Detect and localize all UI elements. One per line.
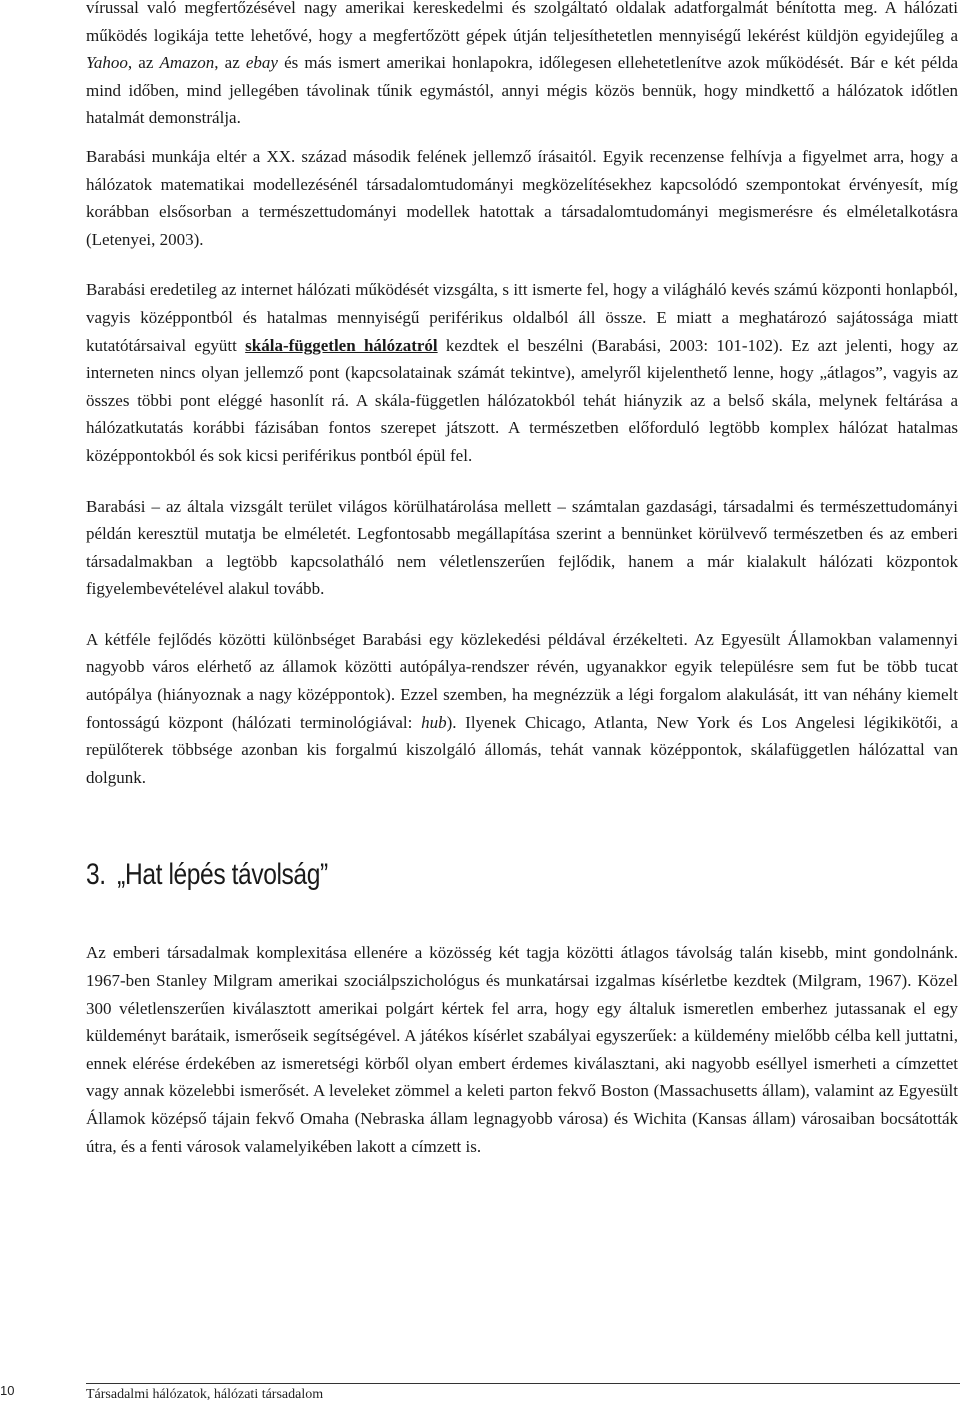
yahoo-name: Yahoo — [86, 53, 128, 73]
section-title: „Hat lépés távolság” — [117, 858, 328, 892]
paragraph-4: Barabási – az általa vizsgált terület világos körülhatárolása mellett – számtalan gazdasági, társadalmi és természettudományi példán keresztül mutatja be elméletét. Legfontosabb megállapítása szerint a bennünket körülvevő természetben és az emberi társadalmakban a legtöbb kapcsolatháló nem véletlenszerűen fejlődik, hanem a már kialakult hálózati központok figyelembevételével alakul tovább. — [86, 496, 958, 599]
paragraph-3-text: Barabási eredetileg az internet hálózati működését vizsgálta, s itt ismerte fel, hogy a világháló kevés számú központi honlapból, vagyis középpontból és hatalmas mennyiségű periférikus oldalból áll össze. E miatt a meghatározó sajátossága miatt kutatótársaival együtt — [86, 280, 958, 355]
amazon-name: Amazon — [159, 53, 215, 73]
paragraph-5-text: A kétféle fejlődés közötti különbséget Barabási egy közlekedési példával érzékelteti. Az Egyesült Államokban valamennyi nagyobb város elérhető az államok közötti autópálya-rendszer révén, ugyanakkor egyik településre sem fut be több tucat autópálya (hiányoznak a nagy középpontok). Ezzel szemben, ha megnézzük a légi forgalom alakulását, itt van néhány kiemelt fontosságú központ (hálózati terminológiával: — [86, 629, 958, 732]
paragraph-1-text-3: , az — [214, 53, 246, 73]
paragraph-2: Barabási munkája eltér a XX. század második felének jellemző írásaitól. Egyik recenzense felhívja a figyelmet arra, hogy a hálózatok matematikai modellezésénél társadalomtudományi megközelítésekhez kapcsolódó szempontokat érvényesít, míg korábban elsősorban a természettudományi modellek hatottak a társadalomtudományi megismerésre és elméletalkotásra (Letenyei, 2003). — [86, 146, 958, 249]
hub-term: hub — [421, 712, 447, 732]
section-heading — [86, 855, 801, 895]
paragraph-3-text-2: kezdtek el beszélni (Barabási, 2003: 101-102). Ez azt jelenti, hogy az interneten nincs olyan jellemző pont (kapcsolatainak számát tekintve), amelyről kijelenthető lenne, hogy „átlagos”, vagyis az összes többi pont eléggé hasonlít rá. A skála-független hálózatokból tehát hiányzik az a belső skála, melynek feltárása a hálózatkutatás korábbi fázisában fontos szerepet játszott. A természetben előforduló legtöbb komplex hálózat hatalmas középpontokból és sok kicsi periférikus pontból épül fel. — [86, 335, 958, 465]
paragraph-1-text-2: , az — [127, 53, 160, 73]
section-number: 3. — [86, 858, 106, 892]
page-footer — [0, 1381, 960, 1407]
paragraph-1-text-4: és más ismert amerikai honlapokra, időlegesen ellehetetlenítve azok működését. Bár e két példa mind időben, mind jellegében távolinak tűnik egymástól, annyi mégis közös bennük, hogy mindkettő a hálózatok időtlen hatalmát demonstrálja. — [86, 53, 958, 128]
paragraph-6: Az emberi társadalmak komplexitása ellenére a közösség két tagja közötti átlagos távolság talán kisebb, mint gondolnánk. 1967-ben Stanley Milgram amerikai szociálpszichológus és munkatársai izgalmas kísérletbe kezdtek (Milgram, 1967). Közel 300 véletlenszerűen kiválasztott amerikai polgárt kértek fel arra, hogy egy általuk ismeretlen emberhez jutassanak el egy küldeményt barátaik, ismerőseik segítségével. A játékos kísérlet szabályai egyszerűek: a küldemény mielőbb célba kell juttatni, ennek elérése érdekében az ismeretségi körből olyan embert érdemes kiválasztani, aki nagyobb eséllyel ismerheti a címzettet vagy annak közelebbi ismerősét. A leveleket zömmel a keleti parton fekvő Boston (Massachusetts állam), valamint az Egyesült Államok középső tájain fekvő Omaha (Nebraska állam legnagyobb városa) és Wichita (Kansas állam) városaiban bocsátották útra, és a fenti városok valamelyikében lakott a címzett is. — [86, 943, 958, 1156]
page-content — [86, 0, 958, 1160]
scale-free-network-term: skála-független hálózatról — [245, 335, 438, 355]
paragraph-1 — [86, 0, 958, 132]
footer-divider — [86, 1383, 960, 1384]
paragraph-1-text: vírussal való megfertőzésével nagy amerikai kereskedelmi és szolgáltató oldalak adatforgalmát bénította meg. A hálózati működés logikája tette lehetővé, hogy a megfertőzött gépek útján teljesíthetetlen mennyiségű lekérést küldjön egyidejűleg a — [86, 0, 958, 45]
paragraph-5-text-2: ). Ilyenek Chicago, Atlanta, New York és Los Angelesi légikikötői, a repülőterek többsége azonban kis forgalmú kiszolgáló állomás, tehát vannak középpontok, skálafüggetlen hálózattal van dolgunk. — [86, 712, 959, 787]
page-number: 10 — [0, 1383, 15, 1398]
paragraph-5 — [86, 626, 958, 792]
paragraph-3 — [86, 276, 958, 469]
running-title: Társadalmi hálózatok, hálózati társadalom — [86, 1387, 324, 1402]
ebay-name: ebay — [245, 53, 278, 73]
